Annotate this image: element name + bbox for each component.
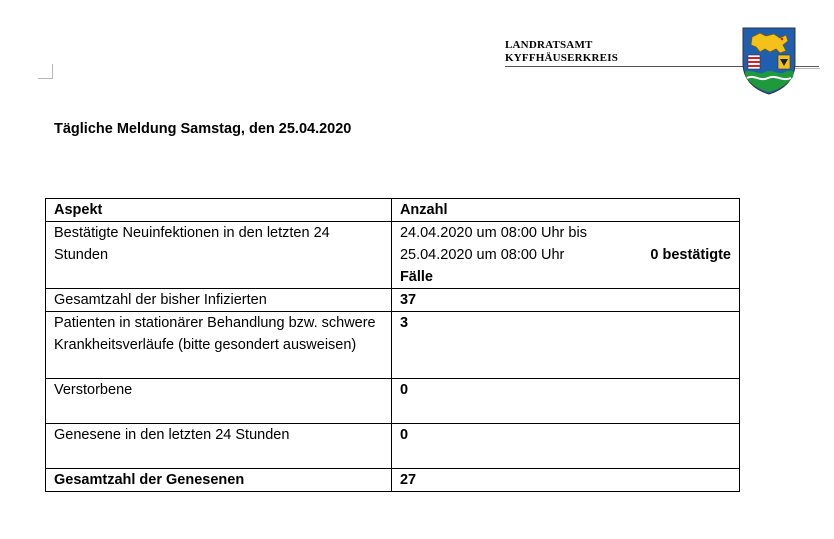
- table-row: [46, 289, 740, 312]
- crop-mark-top-left: [38, 64, 53, 79]
- row-aspect: Bestätigte Neuinfektionen in den letzten 24 Stunden: [46, 222, 392, 289]
- table-row: [46, 379, 740, 424]
- row-count: 0: [391, 424, 739, 469]
- row-count: 3: [391, 312, 739, 379]
- count-value: 0 bestätigte: [650, 247, 731, 263]
- table-row: [46, 222, 740, 289]
- authority-name: [505, 39, 618, 65]
- row-aspect: Patienten in stationärer Behandlung bzw. schwere Krankheitsverläufe (bitte gesondert ausweisen): [46, 312, 392, 379]
- table-row: [46, 424, 740, 469]
- row-aspect: Gesamtzahl der Genesenen: [46, 469, 392, 492]
- count-unit: Fälle: [399, 269, 433, 285]
- table-row: [46, 469, 740, 492]
- table-header-row: [46, 199, 740, 222]
- count-period-start: 24.04.2020 um 08:00 Uhr bis: [399, 225, 587, 241]
- row-count: [391, 222, 739, 289]
- header-count: Anzahl: [391, 199, 739, 222]
- authority-line-2: KYFFHÄUSERKREIS: [505, 52, 619, 64]
- coat-of-arms-icon: [740, 25, 798, 95]
- row-count: 37: [391, 289, 739, 312]
- row-aspect: Gesamtzahl der bisher Infizierten: [46, 289, 392, 312]
- authority-line-1: LANDRATSAMT: [505, 39, 593, 51]
- count-period-end-line: [400, 244, 731, 266]
- report-table: [45, 198, 740, 492]
- count-period-end: 25.04.2020 um 08:00 Uhr: [399, 247, 565, 263]
- row-aspect: Genesene in den letzten 24 Stunden: [46, 424, 392, 469]
- header-aspect: Aspekt: [46, 199, 392, 222]
- report-title: Tägliche Meldung Samstag, den 25.04.2020: [54, 121, 352, 137]
- table-row: [46, 312, 740, 379]
- row-count: 0: [391, 379, 739, 424]
- row-aspect: Verstorbene: [46, 379, 392, 424]
- row-count: 27: [391, 469, 739, 492]
